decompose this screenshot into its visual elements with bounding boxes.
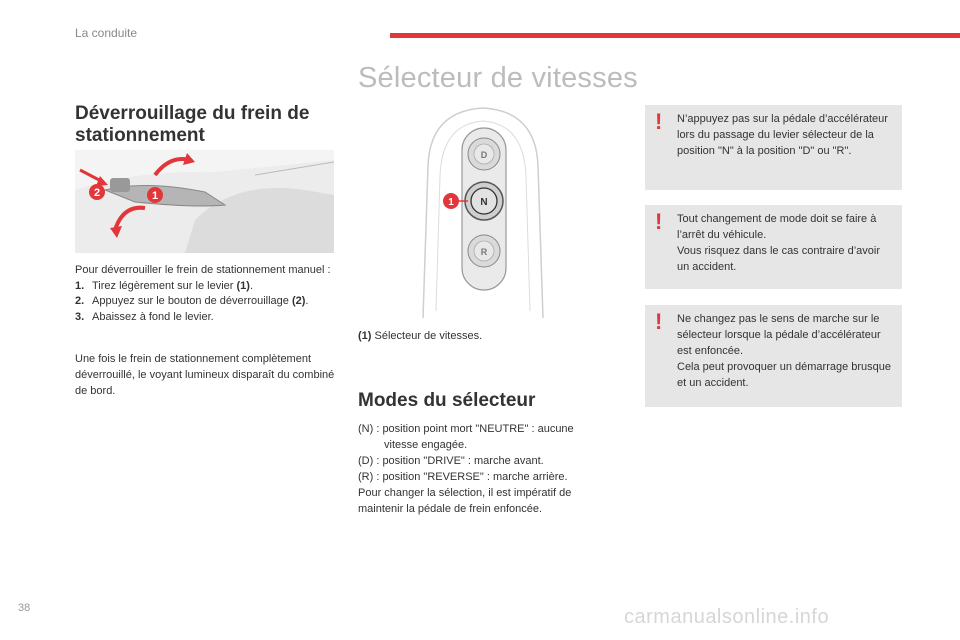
instructions-intro: Pour déverrouiller le frein de stationnement manuel : <box>75 264 331 276</box>
modes-heading: Modes du sélecteur <box>358 390 536 411</box>
step-1: 1. Tirez légèrement sur le levier (1). <box>75 279 253 292</box>
mode-line: Pour changer la sélection, il est impératif de <box>358 487 572 499</box>
mode-line: (D) : position "DRIVE" : marche avant. <box>358 455 544 467</box>
warning-box <box>645 305 902 407</box>
mode-line: maintenir la pédale de frein enfoncée. <box>358 503 543 515</box>
step-2: 2. Appuyez sur le bouton de déverrouillage (2). <box>75 295 309 307</box>
selector-caption: (1) Sélecteur de vitesses. <box>358 330 483 342</box>
parking-brake-illustration <box>75 150 334 253</box>
callout-2-label: 2 <box>93 187 101 199</box>
header-accent-bar <box>390 33 960 38</box>
watermark: carmanualsonline.info <box>624 606 830 628</box>
callout-1-label: 1 <box>151 190 159 202</box>
parking-brake-note: Une fois le frein de stationnement complètement déverrouillé, le voyant lumineux disparaît du combiné de bord. <box>75 353 335 397</box>
gear-label-n: N <box>480 197 488 208</box>
warning-icon: ! <box>655 309 663 334</box>
warning-text: N’appuyez pas sur la pédale d’accélérateur lors du passage du levier sélecteur de la position "N" à la position "D" ou "R". <box>677 113 888 157</box>
warning-box <box>645 105 902 190</box>
mode-line: (N) : position point mort "NEUTRE" : aucune <box>358 423 574 435</box>
parking-brake-heading: Déverrouillage du frein de stationnement <box>75 103 310 146</box>
page-title: Sélecteur de vitesses <box>358 62 638 94</box>
warning-text: Cela peut provoquer un démarrage brusque et un accident. <box>677 361 892 389</box>
section-header: La conduite <box>75 26 138 40</box>
parking-brake-instructions <box>75 263 340 325</box>
warning-icon: ! <box>655 109 663 134</box>
warning-icon: ! <box>655 209 663 234</box>
mode-line: vitesse engagée. <box>384 439 468 451</box>
gear-selector-illustration <box>418 106 548 318</box>
gear-label-r: R <box>480 247 488 257</box>
gear-label-d: D <box>480 150 488 160</box>
modes-list <box>358 421 618 517</box>
warning-text: Tout changement de mode doit se faire à l’arrêt du véhicule. <box>677 213 877 241</box>
page-number: 38 <box>18 602 31 614</box>
step-3: 3. Abaissez à fond le levier. <box>75 310 214 323</box>
warning-text: Ne changez pas le sens de marche sur le sélecteur lorsque la pédale d’accélérateur est enfoncée. <box>677 313 881 357</box>
warning-box <box>645 205 902 289</box>
selector-callout-label: 1 <box>448 197 454 208</box>
warning-text: Vous risquez dans le cas contraire d’avoir un accident. <box>677 245 880 273</box>
mode-line: (R) : position "REVERSE" : marche arrière. <box>358 471 568 483</box>
